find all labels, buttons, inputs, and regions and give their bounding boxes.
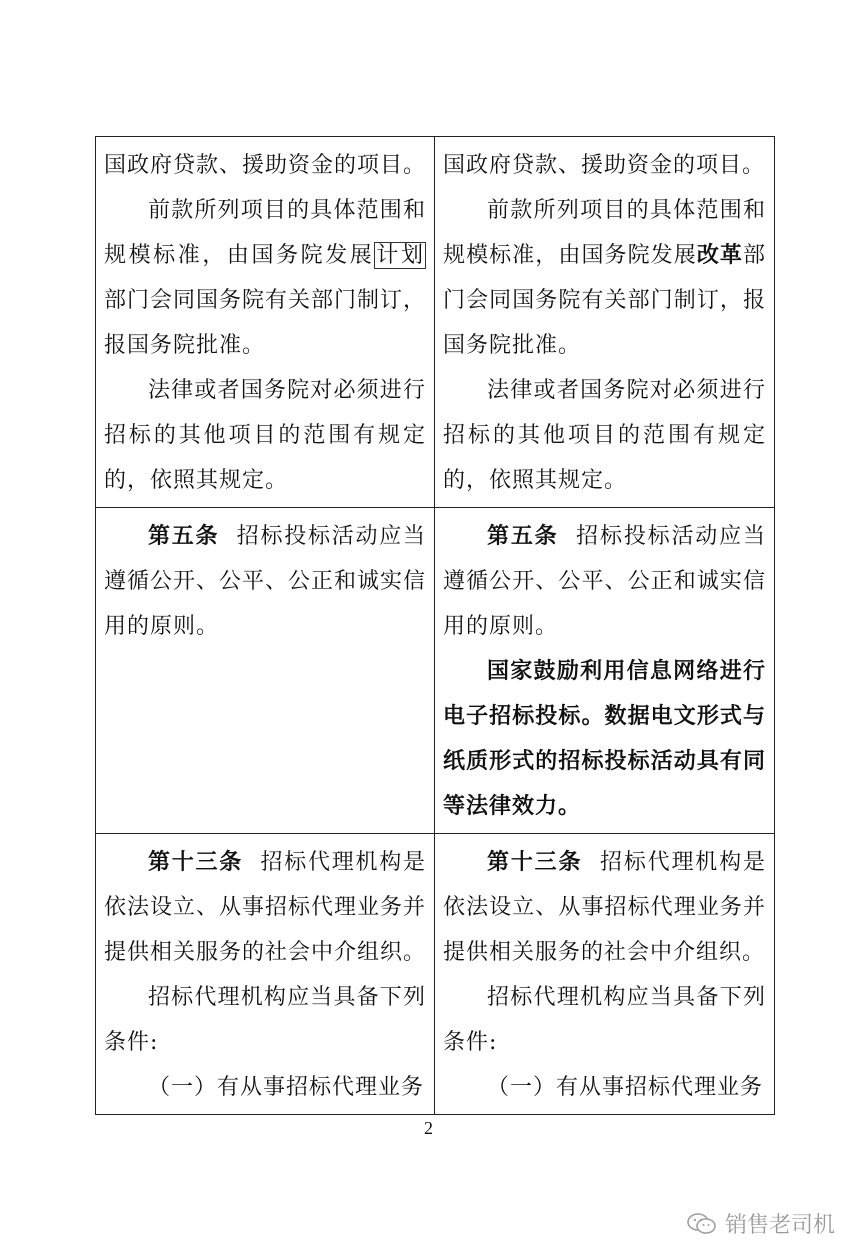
article-number: 第五条	[148, 524, 220, 549]
watermark-text: 销售老司机	[724, 1213, 835, 1238]
added-paragraph: 国家鼓励利用信息网络进行电子招标投标。数据电文形式与纸质形式的招标投标活动具有同等法律效力。	[443, 659, 766, 819]
paragraph: 第五条 招标投标活动应当遵循公开、公平、公正和诚实信用的原则。	[104, 524, 427, 639]
article-number: 第十三条	[148, 850, 243, 875]
wechat-icon	[687, 1212, 717, 1236]
paragraph: 第十三条 招标代理机构是依法设立、从事招标代理业务并提供相关服务的社会中介组织。	[104, 850, 427, 965]
article-number: 第十三条	[487, 850, 583, 875]
paragraph: 前款所列项目的具体范围和规模标准，由国务院发展计划部门会同国务院有关部门制订，报国务院批准。	[104, 198, 427, 358]
paragraph: 法律或者国务院对必须进行招标的其他项目的范围有规定的，依照其规定。	[104, 378, 426, 493]
table-row	[96, 834, 775, 1115]
paragraph: 招标代理机构应当具备下列条件:	[104, 985, 426, 1055]
paragraph: （一）有从事招标代理业务	[148, 1075, 425, 1100]
new-text-cell	[435, 834, 775, 1115]
paragraph: 法律或者国务院对必须进行招标的其他项目的范围有规定的，依照其规定。	[443, 378, 766, 493]
paragraph: 国政府贷款、援助资金的项目。	[104, 153, 427, 178]
highlighted-term: 计划	[376, 243, 424, 268]
table-row	[96, 508, 775, 834]
old-text-cell	[96, 508, 435, 834]
paragraph: 招标代理机构应当具备下列条件:	[443, 985, 766, 1055]
table-row	[96, 137, 775, 508]
article-number: 第五条	[487, 524, 559, 549]
paragraph: 第十三条 招标代理机构是依法设立、从事招标代理业务并提供相关服务的社会中介组织。	[443, 850, 766, 965]
comparison-table	[95, 136, 775, 1115]
old-text-cell	[96, 137, 435, 508]
changed-term: 改革	[696, 243, 743, 268]
paragraph: 国政府贷款、援助资金的项目。	[443, 153, 766, 178]
page-number: 2	[424, 1118, 433, 1138]
paragraph: （一）有从事招标代理业务	[487, 1075, 764, 1100]
new-text-cell	[435, 137, 775, 508]
watermark	[687, 1208, 835, 1239]
paragraph: 前款所列项目的具体范围和规模标准，由国务院发展改革部门会同国务院有关部门制订，报国务院批准。	[443, 198, 766, 358]
new-text-cell	[435, 508, 775, 834]
old-text-cell	[96, 834, 435, 1115]
paragraph: 第五条 招标投标活动应当遵循公开、公平、公正和诚实信用的原则。	[443, 524, 766, 639]
